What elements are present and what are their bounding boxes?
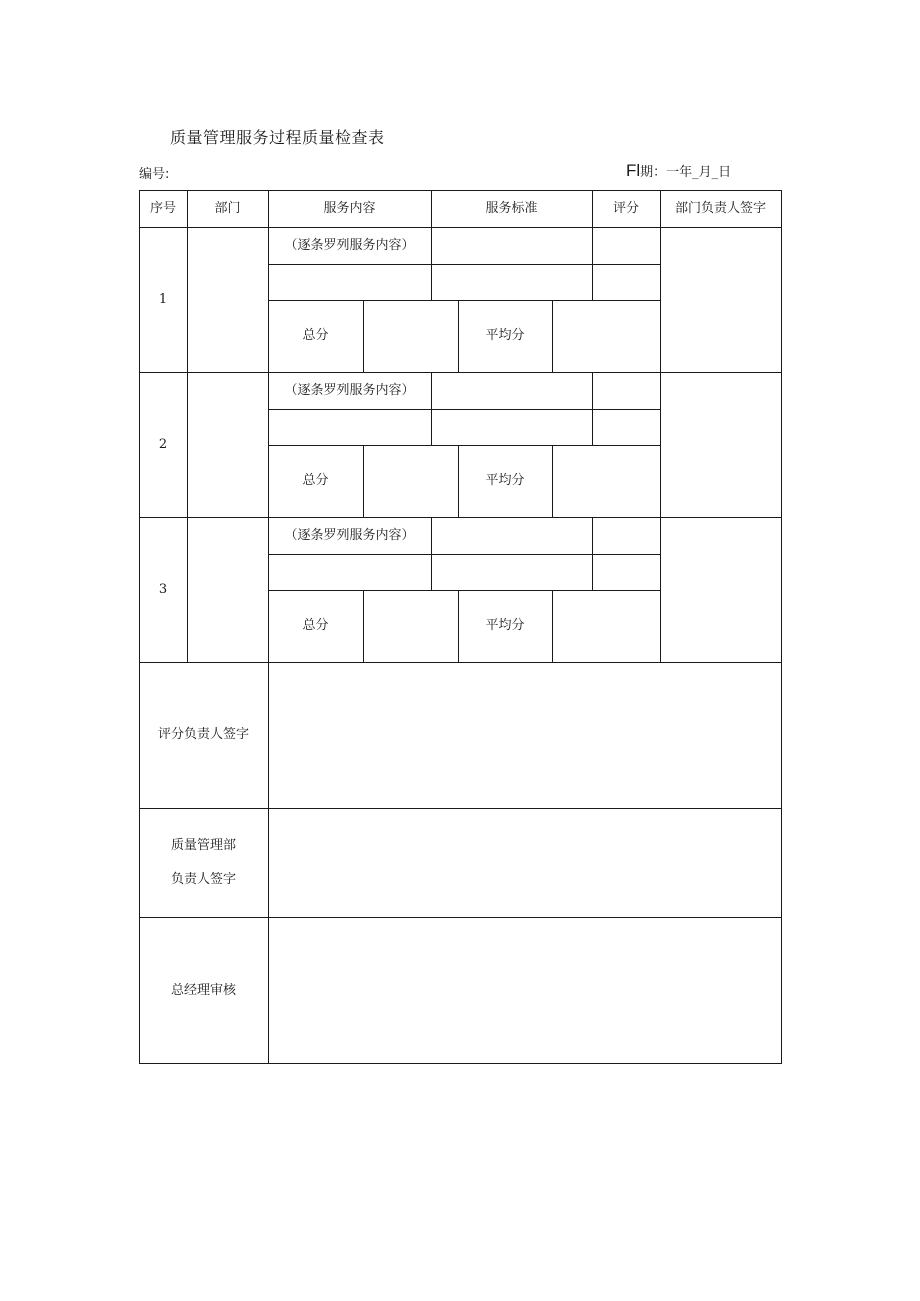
header-dept-sign: 部门负责人签字 — [674, 200, 766, 216]
qm-sign-line-1: 质量管理部 — [170, 837, 236, 853]
group-3-total-label: 总分 — [302, 618, 329, 634]
form-title: 质量管理服务过程质量检查表 — [170, 128, 385, 147]
group-3-avg-label: 平均分 — [485, 618, 525, 634]
gm-review-label: 总经理审核 — [170, 982, 236, 998]
date-text: 期：一年_月_日 — [640, 165, 732, 180]
header-dept: 部门 — [214, 200, 241, 216]
header-standard: 服务标准 — [485, 200, 538, 216]
header-content: 服务内容 — [323, 200, 376, 216]
qm-sign-label — [139, 808, 268, 917]
group-1-total-label: 总分 — [302, 328, 329, 344]
group-2-avg-label: 平均分 — [485, 473, 525, 489]
group-1-item-hint: （逐条罗列服务内容） — [284, 237, 415, 253]
serial-number-label: 编号: — [139, 167, 170, 182]
group-2-total-label: 总分 — [302, 473, 329, 489]
group-3-index: 3 — [158, 581, 168, 597]
group-2-item-hint: （逐条罗列服务内容） — [284, 382, 415, 398]
header-index: 序号 — [149, 200, 176, 216]
group-3-item-hint: （逐条罗列服务内容） — [284, 527, 415, 543]
scorer-sign-label: 评分负责人签字 — [157, 727, 249, 743]
qm-sign-line-2: 负责人签字 — [170, 871, 236, 887]
header-score: 评分 — [612, 200, 639, 216]
group-1-avg-label: 平均分 — [485, 328, 525, 344]
date-prefix: Fl — [626, 161, 641, 180]
group-2-index: 2 — [158, 436, 168, 452]
group-1-index: 1 — [158, 291, 168, 307]
